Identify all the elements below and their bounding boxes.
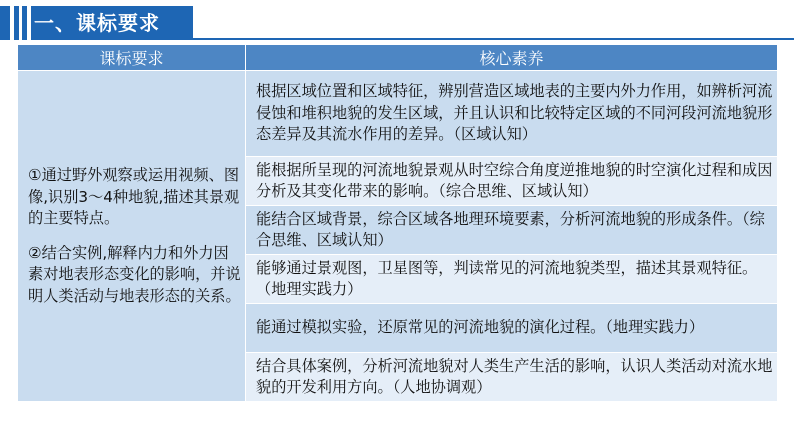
section-title-bar bbox=[0, 6, 794, 40]
literacy-cell: 结合具体案例，分析河流地貌对人类生产生活的影响，认识人类活动对流水地貌的开发利用方向。（人地协调观） bbox=[246, 353, 778, 402]
literacy-cell: 能够通过景观图，卫星图等，判读常见的河流地貌类型，描述其景观特征。（地理实践力） bbox=[246, 255, 778, 304]
standards-cell bbox=[18, 71, 246, 402]
standards-table bbox=[17, 44, 778, 402]
title-bar-stripe bbox=[14, 6, 19, 40]
standard-item-2: ②结合实例,解释内力和外力因素对地表形态变化的影响，并说明人类活动与地表形态的关系。 bbox=[28, 243, 241, 305]
page-title: 一、课标要求 bbox=[34, 11, 160, 35]
title-underline bbox=[193, 38, 794, 40]
column-header-core-literacy: 核心素养 bbox=[246, 45, 778, 71]
table-header-row bbox=[18, 45, 778, 71]
title-bar-stripe bbox=[0, 6, 10, 40]
column-header-standards: 课标要求 bbox=[18, 45, 246, 71]
literacy-cell: 根据区域位置和区域特征，辨别营造区域地表的主要内外力作用，如辨析河流侵蚀和堆积地貌的发生区域，并且认识和比较特定区域的不同河段河流地貌形态差异及其流水作用的差异。（区域认知） bbox=[246, 71, 778, 157]
literacy-cell: 能根据所呈现的河流地貌景观从时空综合角度逆推地貌的时空演化过程和成因分析及其变化带来的影响。（综合思维、区域认知） bbox=[246, 157, 778, 206]
table-row bbox=[18, 71, 778, 157]
title-bar-stripe bbox=[22, 6, 27, 40]
literacy-cell: 能通过模拟实验，还原常见的河流地貌的演化过程。（地理实践力） bbox=[246, 304, 778, 353]
literacy-cell: 能结合区域背景，综合区域各地理环境要素，分析河流地貌的形成条件。（综合思维、区域认知） bbox=[246, 206, 778, 255]
standard-item-1: ①通过野外观察或运用视频、图像,识别3～4种地貌,描述其景观的主要特点。 bbox=[28, 166, 240, 227]
